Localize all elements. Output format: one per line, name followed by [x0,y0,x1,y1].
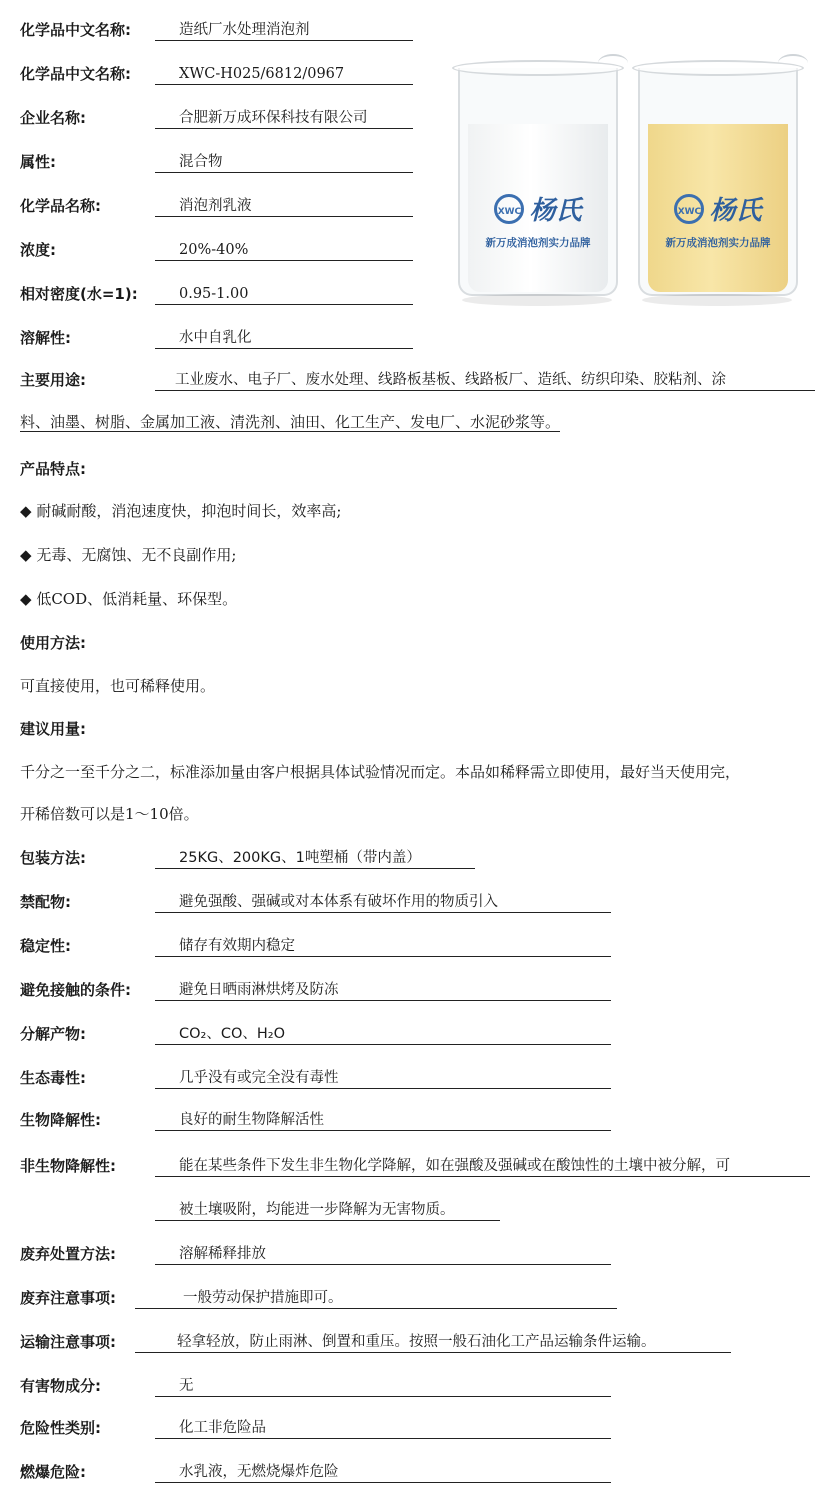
field-label: 稳定性: [20,937,71,955]
field-label: 废弃注意事项: [20,1289,116,1307]
field-value: 25KG、200KG、1吨塑桶（带内盖） [155,848,475,869]
field-label: 有害物成分: [20,1377,101,1395]
field-value: 良好的耐生物降解活性 [155,1110,611,1131]
field-label: 避免接触的条件: [20,981,131,999]
field-value: 能在某些条件下发生非生物化学降解，如在强酸及强碱或在酸蚀性的土壤中被分解，可 [155,1156,810,1177]
field-value: 水乳液，无燃烧爆炸危险 [155,1462,611,1483]
field-label: 生物降解性: [20,1111,101,1129]
xwc-logo-icon: XWC [494,194,524,224]
field-label: 浓度: [20,241,56,259]
field-value: 化工非危险品 [155,1418,611,1439]
field-value: 一般劳动保护措施即可。 [135,1288,617,1309]
bullet-icon: ◆ [20,546,32,564]
brand-name: 杨氏 [709,196,762,226]
field-label: 包装方法: [20,849,86,867]
method-text: 可直接使用，也可稀释使用。 [20,677,216,695]
field-label: 危险性类别: [20,1419,101,1437]
field-label: 化学品名称: [20,197,101,215]
brand-logo [648,190,788,250]
field-label: 禁配物: [20,893,71,911]
field-value: 溶解稀释排放 [155,1244,611,1265]
field-label: 分解产物: [20,1025,86,1043]
bullet-icon: ◆ [20,502,32,520]
field-value: 工业废水、电子厂、废水处理、线路板基板、线路板厂、造纸、纺织印染、胶粘剂、涂 [155,370,815,391]
field-value: 混合物 [155,152,413,173]
feature-item: ◆ 无毒、无腐蚀、无不良副作用; [20,546,237,564]
field-label: 化学品中文名称: [20,21,131,39]
bullet-icon: ◆ [20,590,32,608]
field-value: 几乎没有或完全没有毒性 [155,1068,611,1089]
field-value: 合肥新万成环保科技有限公司 [155,108,413,129]
field-value-cont: 被土壤吸附，均能进一步降解为无害物质。 [155,1200,500,1221]
field-value: 避免强酸、强碱或对本体系有破坏作用的物质引入 [155,892,611,913]
field-value: 水中自乳化 [155,328,413,349]
field-label: 生态毒性: [20,1069,86,1087]
field-label: 溶解性: [20,329,71,347]
field-value: 储存有效期内稳定 [155,936,611,957]
field-label: 企业名称: [20,109,86,127]
field-value: 消泡剂乳液 [155,196,413,217]
method-heading: 使用方法: [20,634,86,652]
xwc-logo-icon: XWC [674,194,704,224]
field-value: 避免日晒雨淋烘烤及防冻 [155,980,611,1001]
field-label: 化学品中文名称: [20,65,131,83]
field-value: CO₂、CO、H₂O [155,1024,611,1045]
field-label: 燃爆危险: [20,1463,86,1481]
field-label: 主要用途: [20,371,86,389]
brand-slogan: 新万成消泡剂实力品牌 [665,237,771,249]
brand-slogan: 新万成消泡剂实力品牌 [485,237,591,249]
features-heading: 产品特点: [20,460,86,478]
field-value: XWC-H025/6812/0967 [155,64,413,85]
field-value: 无 [155,1376,611,1397]
field-label: 非生物降解性: [20,1157,116,1175]
dosage-heading: 建议用量: [20,720,86,738]
feature-item: ◆ 耐碱耐酸，消泡速度快，抑泡时间长，效率高; [20,502,342,520]
field-label: 属性: [20,153,56,171]
dosage-line2: 开稀倍数可以是1～10倍。 [20,805,199,823]
field-label: 运输注意事项: [20,1333,116,1351]
field-label: 废弃处置方法: [20,1245,116,1263]
field-value: 轻拿轻放，防止雨淋、倒置和重压。按照一般石油化工产品运输条件运输。 [135,1332,731,1353]
product-image [448,50,818,315]
yellow-beaker [632,60,804,300]
usage-line2: 料、油墨、树脂、金属加工液、清洗剂、油田、化工生产、发电厂、水泥砂浆等。 [20,413,561,431]
brand-logo [468,190,608,250]
field-value: 20%-40% [155,240,413,261]
field-value: 0.95-1.00 [155,284,413,305]
field-label: 相对密度(水=1): [20,285,138,303]
white-beaker [452,60,624,300]
feature-item: ◆ 低COD、低消耗量、环保型。 [20,590,238,608]
brand-name: 杨氏 [529,196,582,226]
field-value: 造纸厂水处理消泡剂 [155,20,413,41]
dosage-line1: 千分之一至千分之二，标准添加量由客户根据具体试验情况而定。本品如稀释需立即使用，最好当天使用完， [20,763,741,781]
